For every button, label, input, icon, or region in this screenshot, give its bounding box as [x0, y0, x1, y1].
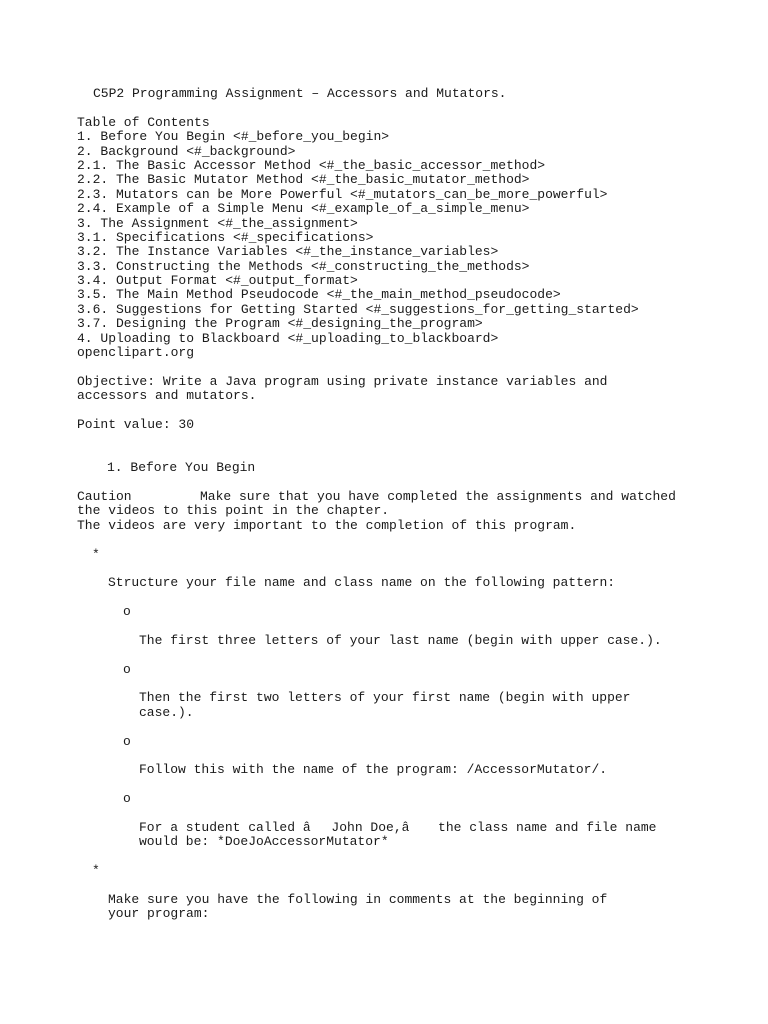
point-value: Point value: 30 — [77, 416, 195, 432]
caution-text: The videos are very important to the completion of this program. — [77, 517, 577, 533]
toc-link-output-format[interactable]: 3.4. Output Format <#_output_format> — [77, 273, 358, 289]
sub-bullet-marker: o — [123, 661, 131, 677]
sub-bullet-text: Then the first two letters of your first name (begin with upper — [139, 690, 631, 706]
spacer — [77, 749, 757, 763]
bullet-text: Structure your file name and class name on the following pattern: — [108, 575, 616, 591]
toc-link-specifications[interactable]: 3.1. Specifications <#_specifications> — [77, 229, 374, 245]
table-of-contents — [77, 130, 757, 360]
bullet-text: Make sure you have the following in comments at the beginning of — [108, 891, 608, 907]
bullet-text: your program: — [108, 906, 210, 922]
toc-link-before-you-begin[interactable]: 1. Before You Begin <#_before_you_begin> — [77, 129, 390, 145]
objective-line: accessors and mutators. — [77, 388, 257, 404]
caution-line — [77, 490, 757, 504]
sub-bullet-marker: o — [123, 733, 131, 749]
spacer — [77, 648, 757, 662]
caution-label: Caution — [77, 488, 132, 504]
spacer — [77, 562, 757, 576]
spacer — [77, 591, 757, 605]
spacer — [77, 533, 757, 547]
toc-link-basic-mutator[interactable]: 2.2. The Basic Mutator Method <#_the_basic_mutator_method> — [77, 172, 530, 188]
toc-link-basic-accessor[interactable]: 2.1. The Basic Accessor Method <#_the_basic_accessor_method> — [77, 157, 546, 173]
toc-link-main-method-pseudocode[interactable]: 3.5. The Main Method Pseudocode <#_the_main_method_pseudocode> — [77, 287, 561, 303]
spacer — [77, 101, 757, 115]
sub-bullet-text: case.). — [139, 704, 194, 720]
toc-link-mutators-powerful[interactable]: 2.3. Mutators can be More Powerful <#_mutators_can_be_more_powerful> — [77, 186, 608, 202]
spacer — [77, 807, 757, 821]
toc-link-simple-menu[interactable]: 2.4. Example of a Simple Menu <#_example_of_a_simple_menu> — [77, 201, 530, 217]
spacer — [77, 850, 757, 864]
sub-bullet-text: For a student called âJohn Doe,â the class name and file name — [139, 819, 657, 835]
document-page — [77, 87, 757, 922]
toc-link-designing-program[interactable]: 3.7. Designing the Program <#_designing_the_program> — [77, 316, 483, 332]
sub-bullet-text: Follow this with the name of the program: /AccessorMutator/. — [139, 762, 608, 778]
toc-link-getting-started[interactable]: 3.6. Suggestions for Getting Started <#_suggestions_for_getting_started> — [77, 301, 639, 317]
sub-bullet-marker: o — [123, 791, 131, 807]
spacer — [77, 404, 757, 418]
toc-link-the-assignment[interactable]: 3. The Assignment <#_the_assignment> — [77, 215, 358, 231]
spacer — [77, 432, 757, 461]
objective-line: Objective: Write a Java program using private instance variables and — [77, 373, 608, 389]
toc-link-constructing-methods[interactable]: 3.3. Constructing the Methods <#_constructing_the_methods> — [77, 258, 530, 274]
spacer — [77, 677, 757, 691]
spacer — [77, 360, 757, 374]
bullet-marker: * — [92, 546, 100, 562]
sub-bullet-text: would be: *DoeJoAccessorMutator* — [139, 834, 389, 850]
openclipart-credit: openclipart.org — [77, 345, 195, 361]
toc-link-uploading-blackboard[interactable]: 4. Uploading to Blackboard <#_uploading_to_blackboard> — [77, 330, 499, 346]
toc-link-background[interactable]: 2. Background <#_background> — [77, 143, 296, 159]
spacer — [77, 778, 757, 792]
toc-link-instance-variables[interactable]: 3.2. The Instance Variables <#_the_instance_variables> — [77, 244, 499, 260]
toc-heading: Table of Contents — [77, 114, 210, 130]
spacer — [77, 619, 757, 633]
caution-text: the videos to this point in the chapter. — [77, 503, 390, 519]
spacer — [77, 720, 757, 734]
caution-text: Make sure that you have completed the assignments and watched — [200, 488, 676, 504]
bullet-marker: * — [92, 863, 100, 879]
sub-bullet-marker: o — [123, 604, 131, 620]
spacer — [77, 476, 757, 490]
section-heading-before-you-begin: 1. Before You Begin — [107, 460, 256, 476]
page-title: C5P2 Programming Assignment – Accessors and Mutators. — [93, 86, 507, 101]
spacer — [77, 879, 757, 893]
sub-bullet-text: The first three letters of your last name (begin with upper case.). — [139, 632, 662, 648]
